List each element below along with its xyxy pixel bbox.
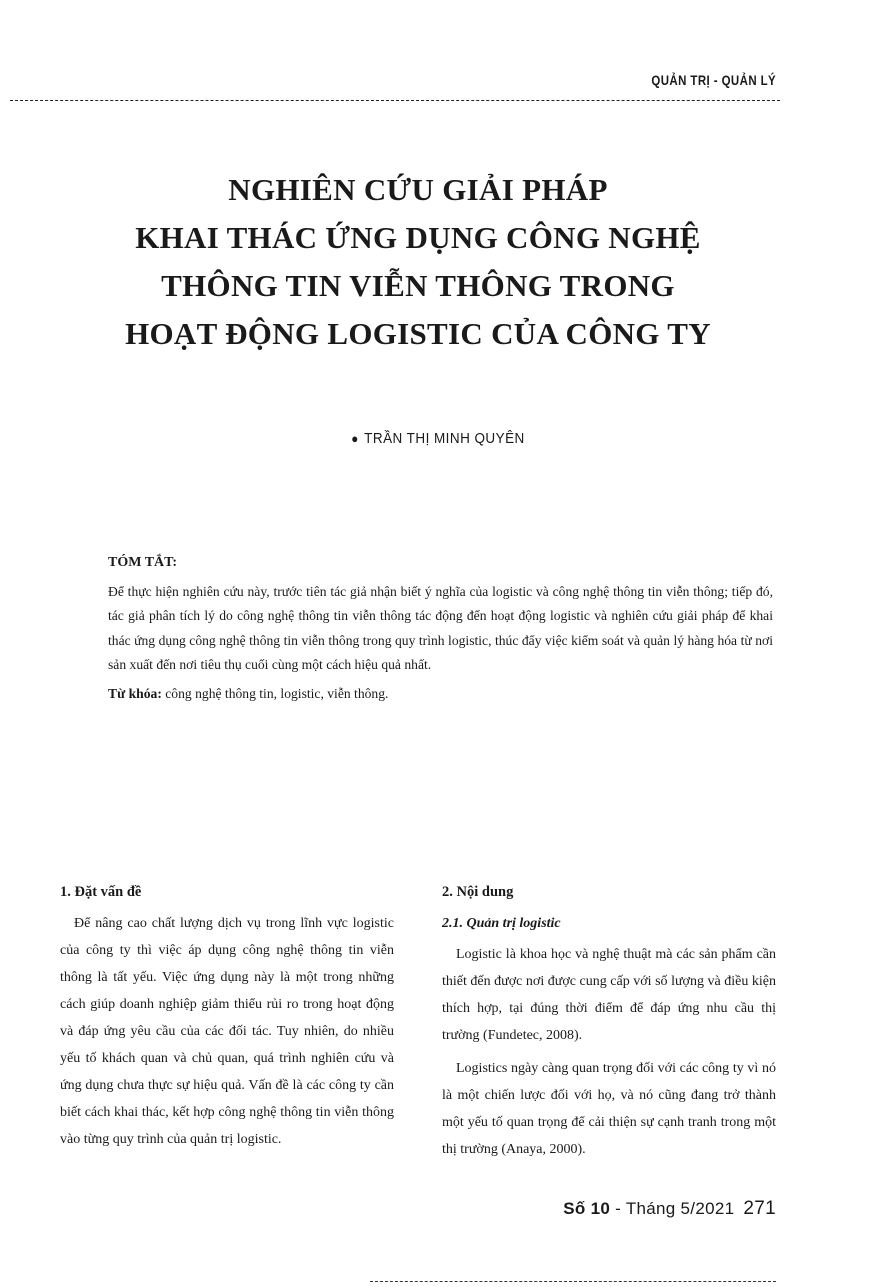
title-line: HOẠT ĐỘNG LOGISTIC CỦA CÔNG TY bbox=[125, 316, 711, 351]
issue-number: Số 10 bbox=[563, 1199, 611, 1218]
section-heading-2: 2. Nội dung bbox=[442, 884, 514, 900]
issue-month: Tháng 5/2021 bbox=[625, 1199, 735, 1218]
section-label: QUẢN TRỊ - QUẢN LÝ bbox=[651, 72, 776, 88]
abstract bbox=[108, 551, 773, 706]
page-number: 271 bbox=[743, 1198, 776, 1219]
abstract-heading: TÓM TẮT: bbox=[108, 555, 178, 570]
paragraph: Logistic là khoa học và nghệ thuật mà các sản phẩm cần thiết đến được nơi được cung cấp với số lượng và điều kiện thích hợp, tại đúng thời điểm để đáp ứng nhu cầu thị trường (Fundetec, 2008). bbox=[442, 947, 776, 1043]
author-name: TRẦN THỊ MINH QUYÊN bbox=[364, 430, 525, 447]
header-rule bbox=[10, 100, 780, 101]
paragraph: Để nâng cao chất lượng dịch vụ trong lĩnh vực logistic của công ty thì việc áp dụng công nghệ thông tin viễn thông là tất yếu. Việc ứng dụng này là một trong những cách giúp doanh nghiệp giảm thiểu rủi ro trong hoạt động và đáp ứng yêu cầu của các đối tác. Tuy nhiên, do nhiều yếu tố khách quan và chủ quan, quá trình nghiên cứu và ứng dụng chưa thực sự hiệu quả. Vấn đề là các công ty cần biết cách khai thác, kết hợp công nghệ thông tin viễn thông vào từng quy trình của quản trị logistic. bbox=[60, 916, 394, 1147]
footer bbox=[563, 1198, 776, 1220]
paragraph: Logistics ngày càng quan trọng đối với các công ty vì nó là một chiến lược đối với họ, và nó cũng đang trở thành một yếu tố quan trọng để cải thiện sự cạnh tranh trong một thị trường (Anaya, 2000). bbox=[442, 1061, 776, 1157]
right-column bbox=[442, 879, 776, 1169]
bottom-rule bbox=[370, 1281, 776, 1282]
left-column bbox=[60, 879, 394, 1159]
footer-separator: - bbox=[610, 1199, 626, 1218]
keywords bbox=[108, 682, 773, 707]
author bbox=[44, 430, 832, 447]
keywords-label: Từ khóa: bbox=[108, 685, 162, 701]
keywords-text: công nghệ thông tin, logistic, viễn thông. bbox=[161, 685, 389, 701]
title-line: KHAI THÁC ỨNG DỤNG CÔNG NGHỆ bbox=[135, 220, 701, 255]
title-line: THÔNG TIN VIỄN THÔNG TRONG bbox=[161, 268, 675, 303]
article-title bbox=[60, 166, 776, 358]
section-heading-1: 1. Đặt vấn đề bbox=[60, 884, 142, 900]
subsection-heading-2-1: 2.1. Quản trị logistic bbox=[442, 916, 561, 931]
abstract-body: Để thực hiện nghiên cứu này, trước tiên tác giả nhận biết ý nghĩa của logistic và công nghệ thông tin viễn thông; tiếp đó, tác giả phân tích lý do công nghệ thông tin viễn thông tác động đến hoạt động logistic và nghiên cứu giải pháp để khai thác ứng dụng công nghệ thông tin viễn thông trong quy trình logistic, thúc đẩy việc kiểm soát và quản lý hàng hóa từ nơi sản xuất đến nơi tiêu thụ cuối cùng một cách hiệu quả nhất. bbox=[108, 583, 773, 672]
title-line: NGHIÊN CỨU GIẢI PHÁP bbox=[228, 172, 608, 207]
bullet-icon: ● bbox=[351, 431, 359, 446]
